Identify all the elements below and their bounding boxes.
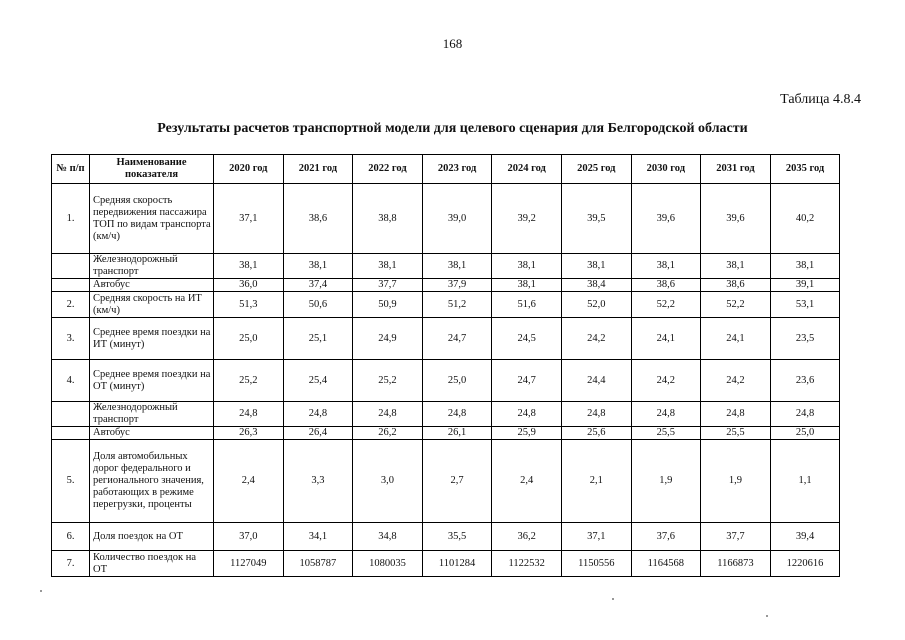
row-number [52,254,90,279]
row-value: 1080035 [353,551,423,577]
row-number: 7. [52,551,90,577]
row-value: 38,6 [283,184,353,254]
row-value: 2,4 [214,440,284,523]
row-number: 6. [52,523,90,551]
row-number [52,402,90,427]
row-value: 1127049 [214,551,284,577]
header-num: № п/п [52,155,90,184]
row-number: 3. [52,318,90,360]
row-value: 38,1 [770,254,840,279]
row-value: 2,7 [422,440,492,523]
scan-speck [40,590,42,592]
row-value: 38,1 [422,254,492,279]
table-row [52,427,840,440]
row-value: 1164568 [631,551,701,577]
row-number: 1. [52,184,90,254]
row-number: 4. [52,360,90,402]
row-value: 1150556 [561,551,631,577]
row-value: 24,4 [561,360,631,402]
results-table [51,154,840,577]
table-row [52,551,840,577]
row-value: 3,0 [353,440,423,523]
header-year: 2030 год [631,155,701,184]
row-value: 38,1 [631,254,701,279]
row-indicator-name: Количество поездок на ОТ [90,551,214,577]
table-row [52,360,840,402]
row-value: 24,1 [631,318,701,360]
row-value: 51,3 [214,292,284,318]
row-number: 2. [52,292,90,318]
row-value: 39,4 [770,523,840,551]
row-value: 51,6 [492,292,562,318]
header-year: 2035 год [770,155,840,184]
row-value: 24,8 [561,402,631,427]
row-value: 52,0 [561,292,631,318]
row-value: 39,6 [631,184,701,254]
row-value: 38,4 [561,279,631,292]
row-value: 26,2 [353,427,423,440]
row-value: 35,5 [422,523,492,551]
row-value: 38,1 [492,254,562,279]
row-value: 38,1 [701,254,771,279]
row-value: 25,9 [492,427,562,440]
row-value: 34,1 [283,523,353,551]
row-value: 39,0 [422,184,492,254]
row-value: 25,4 [283,360,353,402]
row-value: 24,8 [701,402,771,427]
page-number: 168 [442,36,463,51]
row-value: 38,1 [492,279,562,292]
row-value: 1122532 [492,551,562,577]
row-value: 25,0 [422,360,492,402]
row-value: 3,3 [283,440,353,523]
row-value: 1,9 [701,440,771,523]
row-value: 39,2 [492,184,562,254]
row-value: 24,8 [631,402,701,427]
row-value: 50,6 [283,292,353,318]
row-value: 23,6 [770,360,840,402]
row-value: 25,5 [701,427,771,440]
table-row [52,440,840,523]
row-value: 1,9 [631,440,701,523]
row-value: 38,1 [561,254,631,279]
header-year: 2023 год [422,155,492,184]
table-title: Результаты расчетов транспортной модели для целевого сценария для Белгородской области [157,121,748,136]
row-value: 25,1 [283,318,353,360]
row-value: 34,8 [353,523,423,551]
row-value: 24,8 [353,402,423,427]
row-indicator-name: Железнодорожный транспорт [90,254,214,279]
header-name: Наименование показателя [90,155,214,184]
table-row [52,254,840,279]
row-value: 25,2 [214,360,284,402]
row-value: 24,5 [492,318,562,360]
table-row [52,184,840,254]
row-value: 36,0 [214,279,284,292]
row-value: 37,1 [561,523,631,551]
row-indicator-name: Автобус [90,279,214,292]
row-value: 37,7 [353,279,423,292]
row-value: 37,6 [631,523,701,551]
row-indicator-name: Доля автомобильных дорог федерального и регионального значения, работающих в режиме перегрузки, проценты [90,440,214,523]
row-value: 38,1 [214,254,284,279]
row-value: 24,8 [214,402,284,427]
row-value: 24,7 [492,360,562,402]
row-value: 25,0 [770,427,840,440]
row-value: 1220616 [770,551,840,577]
header-year: 2025 год [561,155,631,184]
header-year: 2022 год [353,155,423,184]
row-value: 24,2 [631,360,701,402]
table-number: Таблица 4.8.4 [780,92,861,107]
row-value: 2,1 [561,440,631,523]
row-value: 1166873 [701,551,771,577]
row-value: 37,9 [422,279,492,292]
row-value: 25,2 [353,360,423,402]
row-number [52,427,90,440]
scan-speck [612,598,614,600]
table-row [52,402,840,427]
row-value: 40,2 [770,184,840,254]
row-value: 53,1 [770,292,840,318]
row-value: 24,2 [701,360,771,402]
row-value: 37,7 [701,523,771,551]
row-value: 38,1 [353,254,423,279]
row-value: 38,1 [283,254,353,279]
row-value: 25,0 [214,318,284,360]
row-value: 24,8 [492,402,562,427]
table-row [52,279,840,292]
table-header-row [52,155,840,184]
row-indicator-name: Автобус [90,427,214,440]
row-value: 24,1 [701,318,771,360]
row-value: 39,5 [561,184,631,254]
row-indicator-name: Среднее время поездки на ИТ (минут) [90,318,214,360]
row-indicator-name: Доля поездок на ОТ [90,523,214,551]
row-value: 25,6 [561,427,631,440]
header-year: 2024 год [492,155,562,184]
row-value: 52,2 [631,292,701,318]
row-value: 37,0 [214,523,284,551]
row-value: 50,9 [353,292,423,318]
row-value: 37,1 [214,184,284,254]
row-value: 24,2 [561,318,631,360]
row-value: 24,7 [422,318,492,360]
row-indicator-name: Железнодорожный транспорт [90,402,214,427]
row-value: 52,2 [701,292,771,318]
row-value: 26,3 [214,427,284,440]
table-row [52,292,840,318]
table-row [52,523,840,551]
row-number [52,279,90,292]
row-value: 24,8 [283,402,353,427]
row-value: 1101284 [422,551,492,577]
row-value: 23,5 [770,318,840,360]
row-value: 37,4 [283,279,353,292]
row-value: 24,9 [353,318,423,360]
row-value: 26,4 [283,427,353,440]
row-value: 1058787 [283,551,353,577]
row-value: 2,4 [492,440,562,523]
scan-speck [766,615,768,617]
header-year: 2021 год [283,155,353,184]
table-row [52,318,840,360]
header-year: 2031 год [701,155,771,184]
row-indicator-name: Средняя скорость на ИТ (км/ч) [90,292,214,318]
row-indicator-name: Среднее время поездки на ОТ (минут) [90,360,214,402]
row-value: 25,5 [631,427,701,440]
row-value: 39,1 [770,279,840,292]
row-value: 1,1 [770,440,840,523]
row-value: 38,6 [701,279,771,292]
row-value: 24,8 [770,402,840,427]
row-value: 26,1 [422,427,492,440]
row-value: 38,6 [631,279,701,292]
row-value: 36,2 [492,523,562,551]
row-indicator-name: Средняя скорость передвижения пассажира ТОП по видам транспорта (км/ч) [90,184,214,254]
row-value: 24,8 [422,402,492,427]
header-year: 2020 год [214,155,284,184]
row-value: 38,8 [353,184,423,254]
row-number: 5. [52,440,90,523]
row-value: 39,6 [701,184,771,254]
row-value: 51,2 [422,292,492,318]
